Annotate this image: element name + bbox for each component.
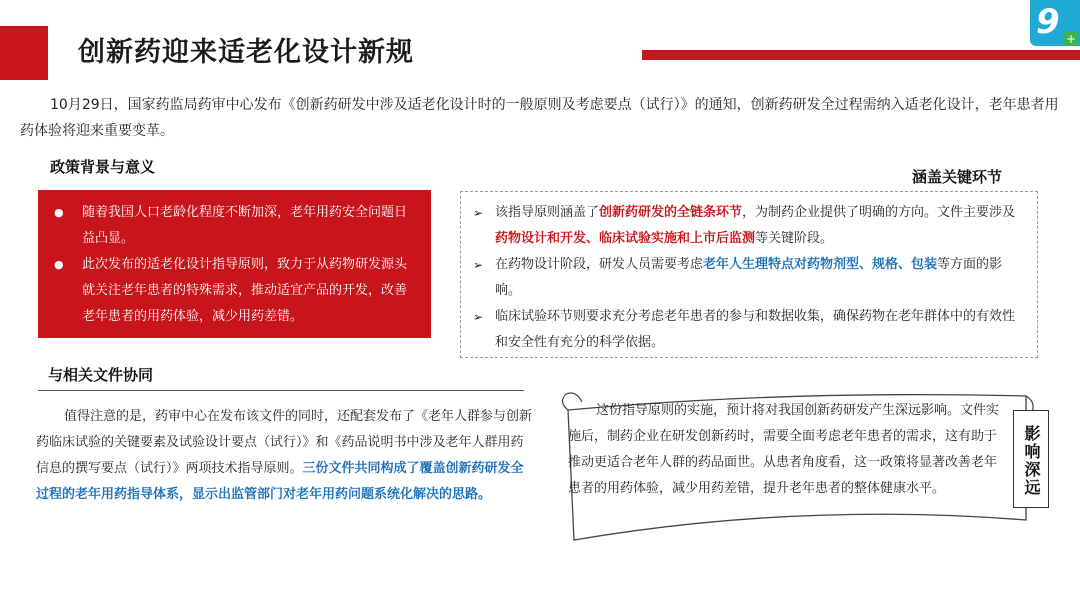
policy-box xyxy=(38,190,431,338)
collab-divider xyxy=(38,390,524,391)
policy-item: ● 随着我国人口老龄化程度不断加深，老年用药安全问题日益凸显。 xyxy=(52,200,417,252)
collab-paragraph: 值得注意的是，药审中心在发布该文件的同时，还配套发布了《老年人群参与创新药临床试验的关键要素及试验设计要点（试行）》和《药品说明书中涉及老年人群用药信息的撰写要点（试行）》两项技术指导原则。三份文件共同构成了覆盖创新药研发全过程的老年用药指导体系，显示出监管部门对老年用药问题系统化解决的思路。 xyxy=(36,409,533,502)
title-red-tab xyxy=(0,26,48,80)
impact-paragraph: 这份指导原则的实施，预计将对我国创新药研发产生深远影响。文件实施后，制药企业在研发创新药时，需要全面考虑老年患者的需求，这有助于推动更适合老年人群的药品面世。从患者角度看，这一政策将显著改善老年患者的用药体验，减少用药差错，提升老年患者的整体健康水平。 xyxy=(568,403,1000,496)
header-red-bar xyxy=(642,50,1080,60)
impact-tag: 影响深远 xyxy=(1013,410,1049,508)
brand-logo xyxy=(1030,0,1080,46)
logo-plus-icon: + xyxy=(1065,32,1077,46)
page-title: 创新药迎来适老化设计新规 xyxy=(78,37,414,68)
logo-mark-icon: 9 xyxy=(1036,2,1060,42)
coverage-heading: 涵盖关键环节 xyxy=(912,168,1003,186)
coverage-box xyxy=(460,191,1038,358)
intro-paragraph: 10月29日，国家药监局药审中心发布《创新药研发中涉及适老化设计时的一般原则及考虑要点（试行）》的通知，创新药研发全过程需纳入适老化设计，老年患者用药体验将迎来重要变革。 xyxy=(20,97,1059,139)
policy-item: ● 此次发布的适老化设计指导原则，致力于从药物研发源头就关注老年患者的特殊需求，推动适宜产品的开发，改善老年患者的用药体验，减少用药差错。 xyxy=(52,252,417,330)
coverage-item: ➢ 该指导原则涵盖了创新药研发的全链条环节，为制药企业提供了明确的方向。文件主要涉及药物设计和开发、临床试验实施和上市后监测等关键阶段。 xyxy=(473,200,1023,252)
coverage-item: ➢ 在药物设计阶段，研发人员需要考虑老年人生理特点对药物剂型、规格、包装等方面的影响。 xyxy=(473,252,1023,304)
coverage-item: ➢ 临床试验环节则要求充分考虑老年患者的参与和数据收集，确保药物在老年群体中的有效性和安全性有充分的科学依据。 xyxy=(473,304,1023,356)
policy-heading: 政策背景与意义 xyxy=(50,158,156,176)
collab-heading: 与相关文件协同 xyxy=(48,366,154,384)
